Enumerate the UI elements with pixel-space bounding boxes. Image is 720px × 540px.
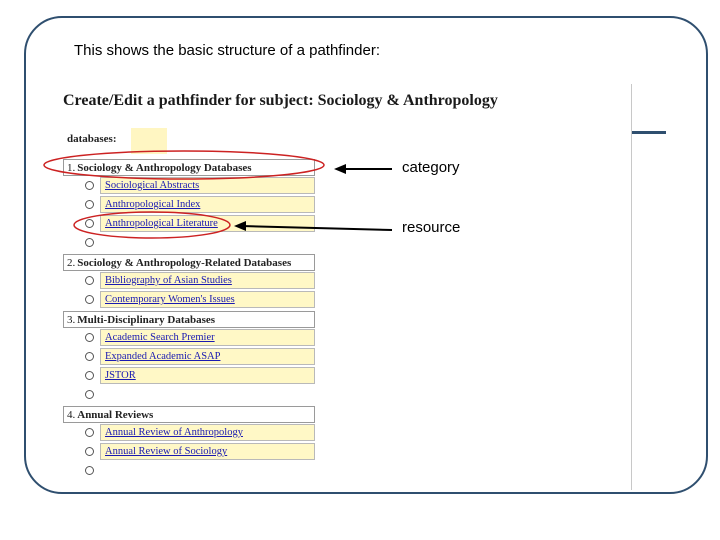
resource-link[interactable]: Anthropological Literature [100,215,315,232]
category-highlight-ellipse [44,151,324,179]
category-number: 3. [67,313,76,326]
resource-link[interactable]: Contemporary Women's Issues [100,291,315,308]
resource-link[interactable]: Bibliography of Asian Studies [100,272,315,289]
category-arrowhead [334,164,346,174]
resource-highlight-ellipse [74,212,230,238]
resource-link[interactable]: Annual Review of Sociology [100,443,315,460]
category-number: 2. [67,256,76,269]
category-name: Sociology & Anthropology Databases [77,161,252,174]
databases-label: databases: [67,133,117,145]
category-number: 4. [67,408,76,421]
category-name: Multi-Disciplinary Databases [77,313,216,326]
category-name: Annual Reviews [77,408,154,421]
resource-arrowhead [234,221,246,231]
resource-link[interactable]: Academic Search Premier [100,329,315,346]
resource-link[interactable]: Annual Review of Anthropology [100,424,315,441]
resource-link[interactable]: Expanded Academic ASAP [100,348,315,365]
category-callout-label: category [402,159,460,176]
resource-link[interactable]: JSTOR [100,367,315,384]
page-title: Create/Edit a pathfinder for subject: Sociology & Anthropology [63,92,498,109]
category-number: 1. [67,161,76,174]
resource-callout-label: resource [402,219,461,236]
category-name: Sociology & Anthropology-Related Databases [77,256,292,269]
resource-link[interactable]: Sociological Abstracts [100,177,315,194]
resource-link[interactable]: Anthropological Index [100,196,315,213]
intro-text: This shows the basic structure of a pathfinder: [74,42,380,59]
resource-arrow [242,226,392,230]
